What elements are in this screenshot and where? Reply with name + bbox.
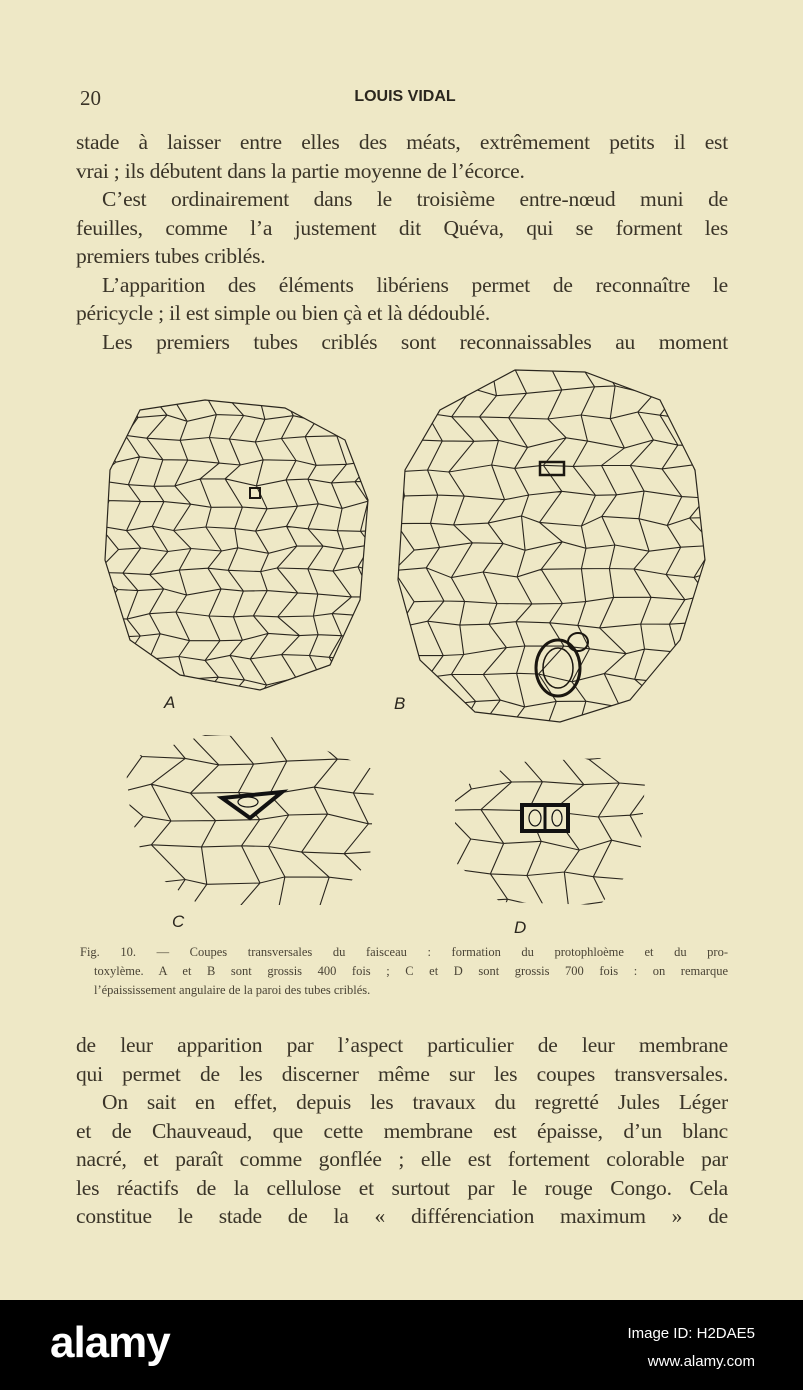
figure-label-b: B xyxy=(394,694,406,713)
image-id: Image ID: H2DAE5 xyxy=(627,1325,755,1342)
alamy-logo: alamy xyxy=(50,1318,170,1367)
figure-d-cells xyxy=(443,750,722,940)
figure-label-a: A xyxy=(164,693,176,712)
text-line: constitue le stade de la « différenciation maximum » de xyxy=(76,1204,728,1228)
caption-line: l’épaississement angulaire de la paroi des tubes criblés. xyxy=(94,983,371,997)
figure-b-cells xyxy=(391,361,774,760)
text-line: L’apparition des éléments libériens permet de reconnaître le xyxy=(102,272,728,297)
figure-a-cells xyxy=(94,391,429,728)
cell-walls xyxy=(443,750,722,940)
figure-label-d: D xyxy=(514,918,527,937)
text-line: qui permet de les discerner même sur les coupes transversales. xyxy=(76,1061,728,1086)
text-line: premiers tubes criblés. xyxy=(76,244,266,268)
cell-walls xyxy=(391,361,774,760)
figure-caption xyxy=(80,943,728,1000)
caption-line: toxylème. A et B sont grossis 400 fois ; C et D sont grossis 700 fois : on remarque xyxy=(94,964,728,978)
text-line: péricycle ; il est simple ou bien çà et là dédoublé. xyxy=(76,301,491,325)
body-text-bottom xyxy=(76,1031,728,1231)
image-url: www.alamy.com xyxy=(647,1353,755,1370)
text-line: stade à laisser entre elles des méats, extrêmement petits il est xyxy=(76,130,728,154)
text-line: les réactifs de la cellulose et surtout par le rouge Congo. Cela xyxy=(76,1175,728,1200)
text-line: vrai ; ils débutent dans la partie moyenne de l’écorce. xyxy=(76,158,525,183)
watermark-footer xyxy=(0,1300,803,1390)
figure-a-outline xyxy=(105,400,368,690)
cell-walls xyxy=(112,724,448,940)
text-line: Les premiers tubes criblés sont reconnaissables au moment xyxy=(102,329,728,354)
text-line: de leur apparition par l’aspect particulier de leur membrane xyxy=(76,1033,728,1057)
text-line: nacré, et paraît comme gonflée ; elle est fortement colorable par xyxy=(76,1147,728,1171)
cell-walls xyxy=(94,391,429,728)
text-line: et de Chauveaud, que cette membrane est épaisse, d’un blanc xyxy=(76,1118,728,1143)
page-number: 20 xyxy=(80,86,101,110)
xylem-vessel-inner xyxy=(543,648,573,688)
text-line: C’est ordinairement dans le troisième entre-nœud muni de xyxy=(102,187,728,211)
text-line: On sait en effet, depuis les travaux du regretté Jules Léger xyxy=(102,1090,728,1114)
running-title: LOUIS VIDAL xyxy=(354,88,456,105)
text-line: feuilles, comme l’a justement dit Quéva, qui se forment les xyxy=(76,215,728,240)
figure-c-cells xyxy=(112,724,448,940)
image-info xyxy=(627,1320,755,1376)
sieve-tube-c xyxy=(222,792,282,818)
caption-line: Fig. 10. — Coupes transversales du faisceau : formation du protophloème et du pro- xyxy=(80,945,728,959)
xylem-vessel-small xyxy=(568,633,588,651)
sieve-tube-b xyxy=(540,462,564,475)
figure-label-c: C xyxy=(172,912,185,931)
